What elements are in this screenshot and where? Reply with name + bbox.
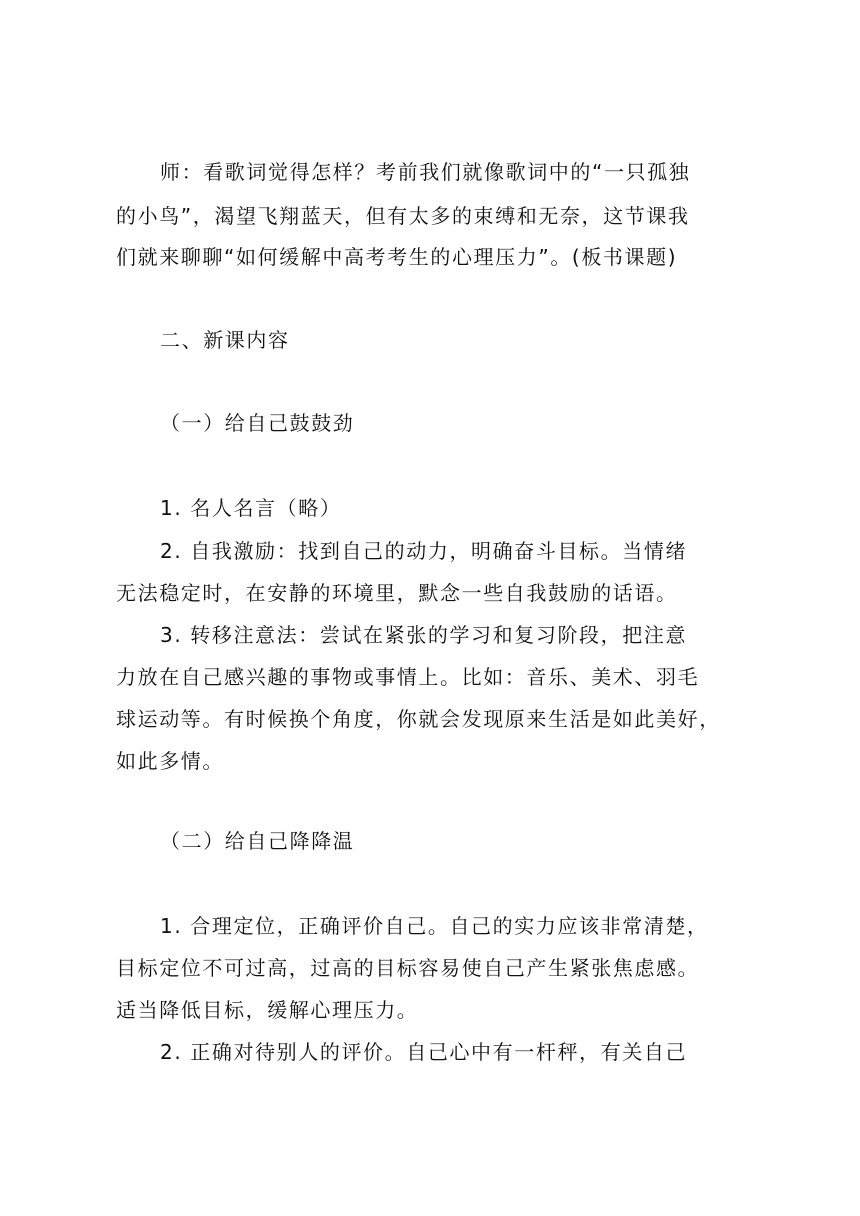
list-item-attention-shift-line-3: 球运动等。有时候换个角度，你就会发现原来生活是如此美好， — [116, 707, 721, 731]
list-item-self-motivation-line-1: 2. 自我激励：找到自己的动力，明确奋斗目标。当情绪 — [160, 539, 688, 563]
list-item-self-assessment-line-2: 目标定位不可过高，过高的目标容易使自己产生紧张焦虑感。 — [116, 956, 700, 980]
list-item-attention-shift-line-2: 力放在自己感兴趣的事物或事情上。比如：音乐、美术、羽毛 — [116, 665, 700, 689]
subsection-heading-encourage: （一）给自己鼓鼓劲 — [160, 411, 355, 435]
list-item-self-motivation-line-2: 无法稳定时，在安静的环境里，默念一些自我鼓励的话语。 — [116, 581, 678, 605]
list-item-self-assessment-line-3: 适当降低目标，缓解心理压力。 — [116, 998, 419, 1022]
list-item-attention-shift-line-1: 3. 转移注意法：尝试在紧张的学习和复习阶段，把注意 — [160, 623, 688, 647]
list-item-self-assessment-line-1: 1. 合理定位，正确评价自己。自己的实力应该非常清楚， — [160, 914, 709, 938]
intro-line-3: 们就来聊聊“如何缓解中高考考生的心理压力”。(板书课题) — [116, 245, 678, 269]
section-heading-new-content: 二、新课内容 — [160, 328, 290, 352]
list-item-attention-shift-line-4: 如此多情。 — [116, 749, 224, 773]
intro-line-2: 的小鸟”，渴望飞翔蓝天，但有太多的束缚和无奈，这节课我 — [116, 204, 690, 228]
list-item-others-evaluation-line-1: 2. 正确对待别人的评价。自己心中有一杆秤，有关自己 — [160, 1040, 688, 1064]
intro-line-1: 师：看歌词觉得怎样？考前我们就像歌词中的“一只孤独 — [160, 160, 691, 184]
list-item-famous-quotes: 1. 名人名言（略） — [160, 496, 342, 520]
subsection-heading-cool-down: （二）给自己降降温 — [160, 829, 355, 853]
